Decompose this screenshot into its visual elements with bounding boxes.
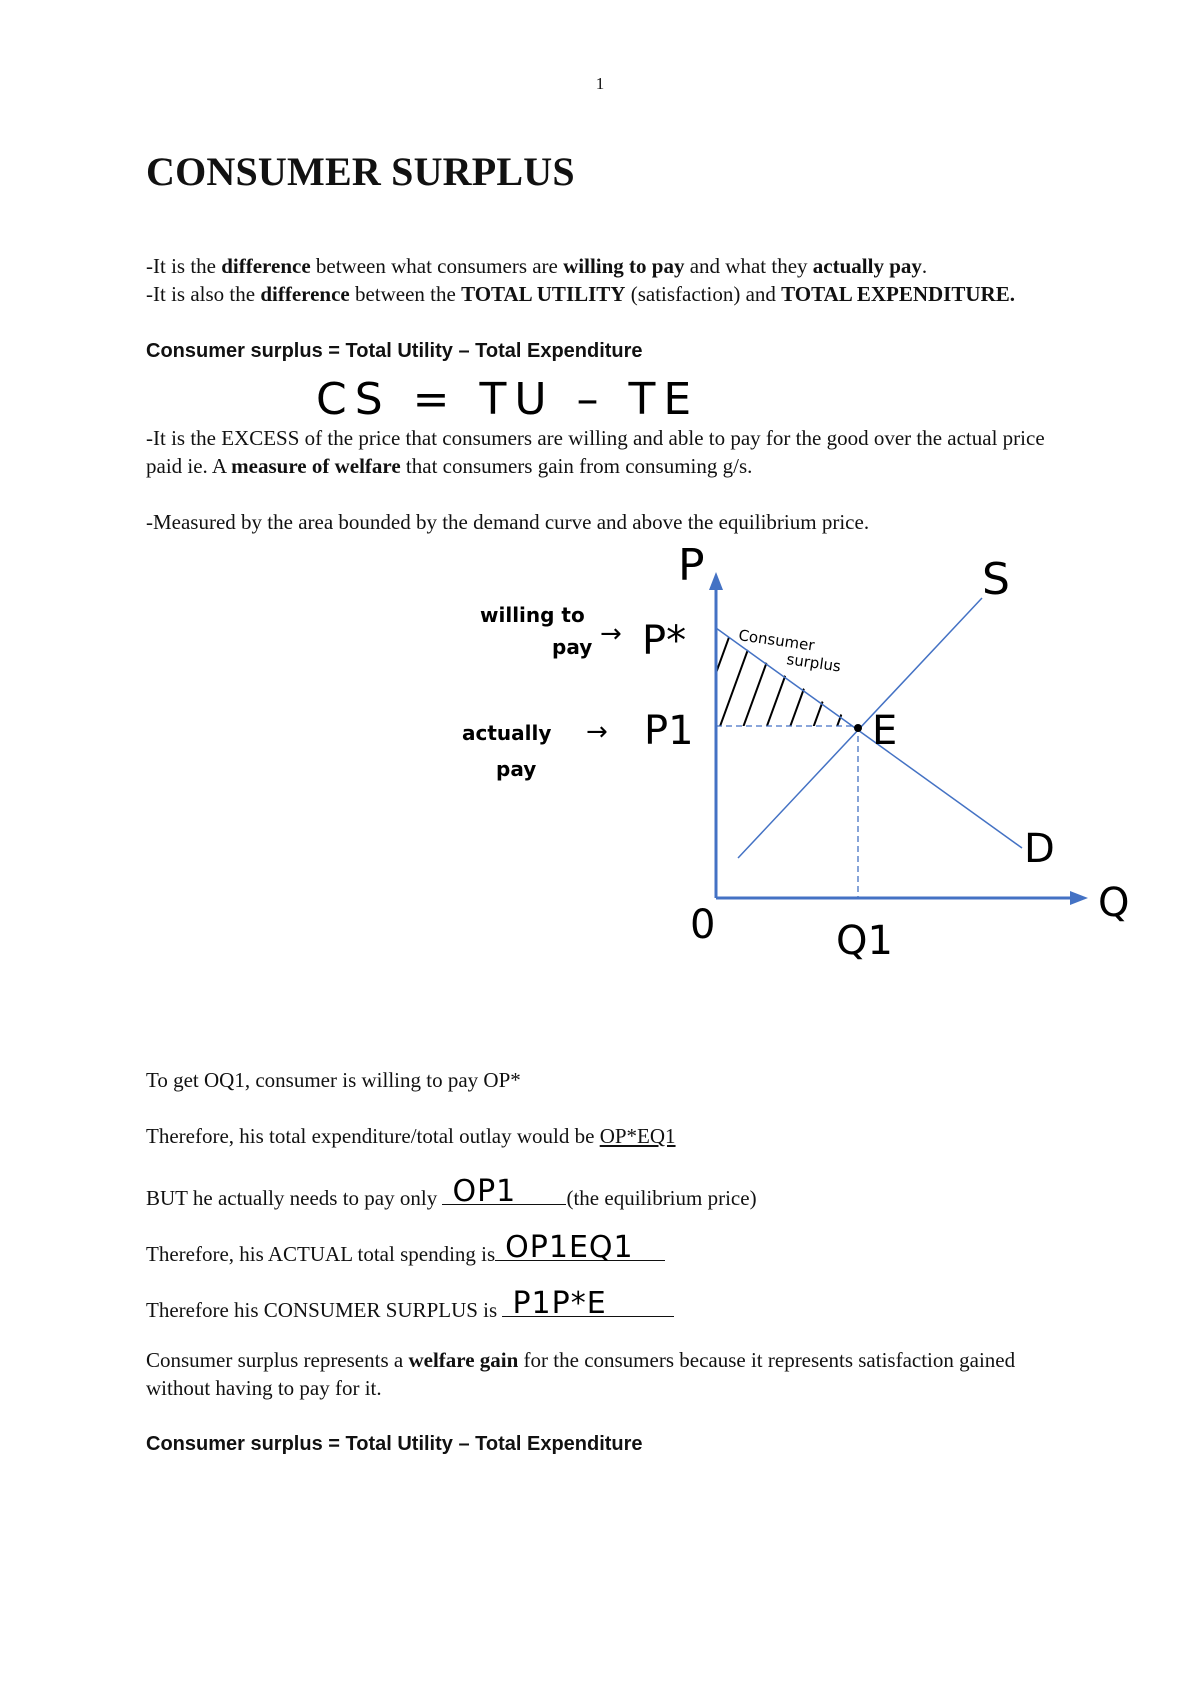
p-star-label: P* bbox=[642, 618, 687, 664]
formula-label: Consumer surplus = Total Utility – Total Expenditure bbox=[146, 340, 643, 362]
actually-pay-label-1: actually bbox=[462, 721, 552, 745]
actual-spending-line: Therefore, his ACTUAL total spending is OP1EQ1 bbox=[146, 1234, 1066, 1268]
measured-paragraph: -Measured by the area bounded by the demand curve and above the equilibrium price. bbox=[146, 510, 870, 534]
formula-label-2: Consumer surplus = Total Utility – Total Expenditure bbox=[146, 1433, 643, 1455]
actually-pay-label-2: pay bbox=[496, 757, 537, 781]
p-axis-label: P bbox=[678, 540, 705, 591]
excess-paragraph: -It is the EXCESS of the price that consumers are willing and able to pay for the good over the actual price paid ie. A measure of welfare that consumers gain from consuming g/s. bbox=[146, 426, 1045, 478]
definition-2: -It is also the difference between the TOTAL UTILITY (satisfaction) and TOTAL EXPENDITURE. bbox=[146, 282, 1015, 306]
equilibrium-point bbox=[854, 724, 862, 732]
answer-blank-3: P1P*E bbox=[502, 1290, 674, 1317]
page-title: CONSUMER SURPLUS bbox=[146, 149, 575, 194]
actually-arrow: → bbox=[586, 717, 608, 747]
welfare-paragraph: Consumer surplus represents a welfare gain for the consumers because it represents satisfaction gained without having to pay for it. bbox=[146, 1348, 1016, 1400]
q-axis-label: Q bbox=[1098, 880, 1130, 926]
handwritten-formula: CS = TU – TE bbox=[316, 374, 700, 425]
p1-label: P1 bbox=[644, 708, 694, 754]
consumer-surplus-note-2: surplus bbox=[785, 650, 842, 676]
demand-curve bbox=[716, 628, 1022, 848]
d-curve-label: D bbox=[1024, 826, 1055, 872]
willing-line: To get OQ1, consumer is willing to pay OP* bbox=[146, 1068, 521, 1092]
definition-1: -It is the difference between what consumers are willing to pay and what they actually pay. bbox=[146, 254, 928, 278]
willing-arrow: → bbox=[600, 619, 622, 649]
willing-to-pay-label-2: pay bbox=[552, 635, 593, 659]
page-number: 1 bbox=[595, 74, 605, 93]
q-axis-arrow bbox=[1070, 891, 1088, 905]
total-expenditure-line: Therefore, his total expenditure/total outlay would be OP*EQ1 bbox=[146, 1124, 676, 1148]
e-label: E bbox=[872, 708, 898, 754]
consumer-surplus-line: Therefore his CONSUMER SURPLUS is P1P*E bbox=[146, 1290, 1066, 1324]
p-axis-arrow bbox=[709, 572, 723, 590]
q1-label: Q1 bbox=[836, 918, 893, 964]
answer-blank-1: OP1 bbox=[442, 1178, 566, 1205]
consumer-surplus-note-1: Consumer bbox=[737, 626, 816, 655]
actual-pay-line: BUT he actually needs to pay only OP1 (the equilibrium price) bbox=[146, 1174, 757, 1210]
s-curve-label: S bbox=[982, 554, 1010, 605]
origin-label: 0 bbox=[690, 902, 716, 948]
willing-to-pay-label-1: willing to bbox=[480, 603, 585, 627]
answer-blank-2: OP1EQ1 bbox=[495, 1234, 665, 1261]
